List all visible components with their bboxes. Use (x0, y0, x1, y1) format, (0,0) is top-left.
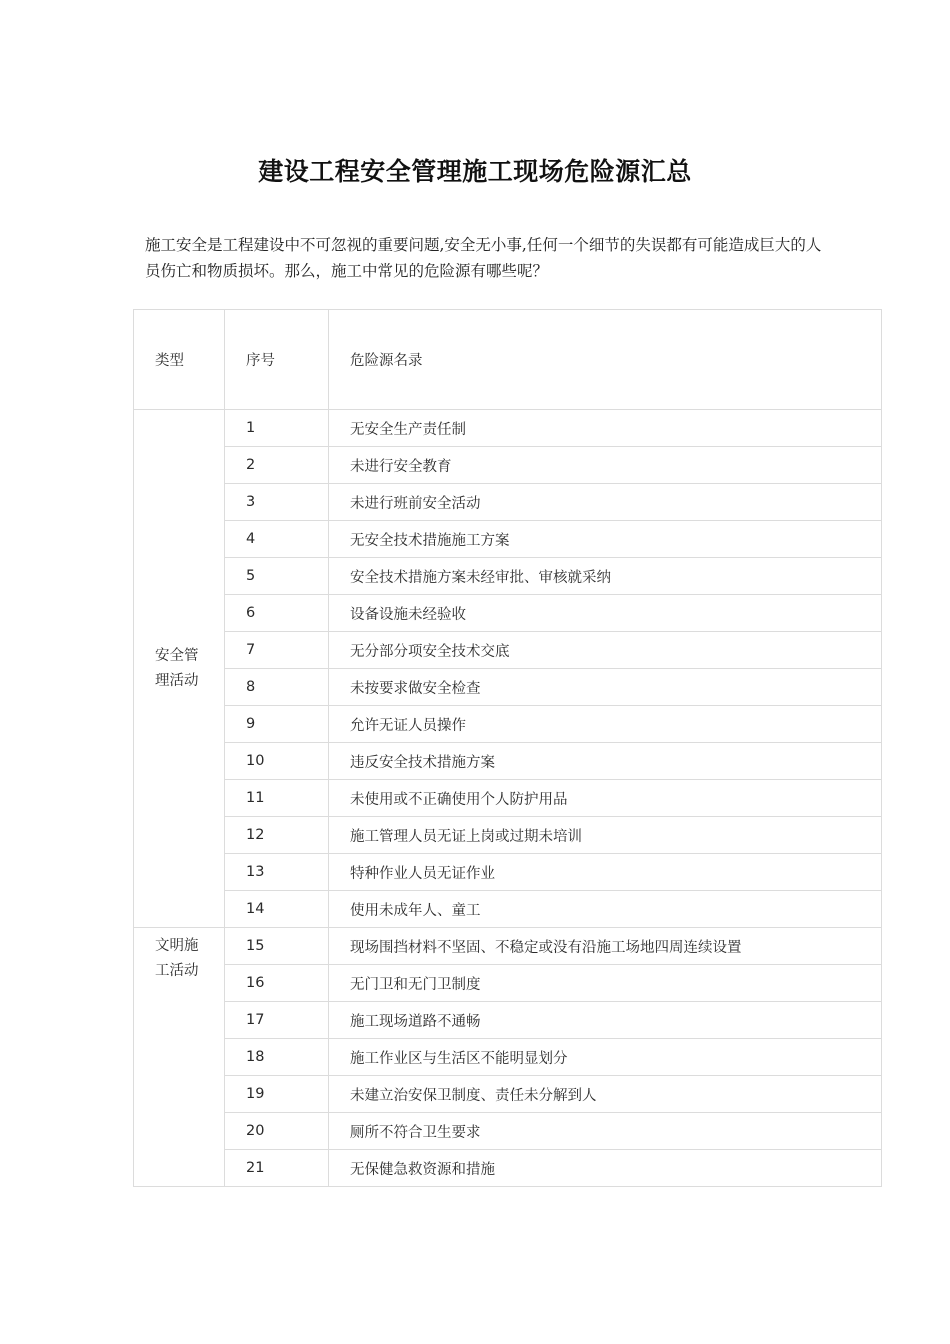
row-number: 19 (225, 1076, 329, 1113)
row-number: 17 (225, 1002, 329, 1039)
row-number: 8 (225, 669, 329, 706)
row-number: 13 (225, 854, 329, 891)
row-number: 7 (225, 632, 329, 669)
row-number: 3 (225, 484, 329, 521)
header-type: 类型 (134, 310, 225, 410)
row-hazard: 未进行安全教育 (329, 447, 882, 484)
table-row (134, 410, 882, 447)
row-hazard: 未建立治安保卫制度、责任未分解到人 (329, 1076, 882, 1113)
row-number: 21 (225, 1150, 329, 1187)
table-row (134, 595, 882, 632)
row-hazard: 施工管理人员无证上岗或过期未培训 (329, 817, 882, 854)
table-row (134, 965, 882, 1002)
row-hazard: 未进行班前安全活动 (329, 484, 882, 521)
table-row (134, 1076, 882, 1113)
row-number: 10 (225, 743, 329, 780)
row-number: 11 (225, 780, 329, 817)
row-hazard: 允许无证人员操作 (329, 706, 882, 743)
row-hazard: 设备设施未经验收 (329, 595, 882, 632)
row-hazard: 无安全技术措施施工方案 (329, 521, 882, 558)
table-row (134, 484, 882, 521)
table-row (134, 447, 882, 484)
table-row (134, 521, 882, 558)
table-header-row (134, 310, 882, 410)
table-body (134, 410, 882, 1187)
row-number: 18 (225, 1039, 329, 1076)
table-row (134, 1002, 882, 1039)
row-hazard: 施工现场道路不通畅 (329, 1002, 882, 1039)
row-hazard: 现场围挡材料不坚固、不稳定或没有沿施工场地四周连续设置 (329, 928, 882, 965)
row-hazard: 使用未成年人、童工 (329, 891, 882, 928)
row-hazard: 未使用或不正确使用个人防护用品 (329, 780, 882, 817)
row-hazard: 无安全生产责任制 (329, 410, 882, 447)
category-cell: 安全管理活动 (134, 410, 225, 928)
row-hazard: 无保健急救资源和措施 (329, 1150, 882, 1187)
document-title: 建设工程安全管理施工现场危险源汇总 (258, 157, 692, 186)
row-number: 16 (225, 965, 329, 1002)
hazard-table (133, 309, 882, 1187)
table-row (134, 632, 882, 669)
table-row (134, 891, 882, 928)
row-hazard: 安全技术措施方案未经审批、审核就采纳 (329, 558, 882, 595)
row-number: 20 (225, 1113, 329, 1150)
table-row (134, 780, 882, 817)
row-hazard: 无分部分项安全技术交底 (329, 632, 882, 669)
row-number: 12 (225, 817, 329, 854)
table-row (134, 928, 882, 965)
row-number: 9 (225, 706, 329, 743)
row-hazard: 特种作业人员无证作业 (329, 854, 882, 891)
row-hazard: 无门卫和无门卫制度 (329, 965, 882, 1002)
row-number: 15 (225, 928, 329, 965)
table-row (134, 1150, 882, 1187)
row-number: 1 (225, 410, 329, 447)
table-row (134, 743, 882, 780)
table-row (134, 558, 882, 595)
row-hazard: 未按要求做安全检查 (329, 669, 882, 706)
intro-paragraph: 施工安全是工程建设中不可忽视的重要问题,安全无小事,任何一个细节的失误都有可能造成巨大的人员伤亡和物质损坏。那么，施工中常见的危险源有哪些呢？ (145, 236, 822, 280)
row-number: 2 (225, 447, 329, 484)
row-hazard: 厕所不符合卫生要求 (329, 1113, 882, 1150)
table-row (134, 1039, 882, 1076)
table-row (134, 706, 882, 743)
table-row (134, 1113, 882, 1150)
header-hazard: 危险源名录 (329, 310, 882, 410)
table-row (134, 669, 882, 706)
row-number: 6 (225, 595, 329, 632)
table-row (134, 817, 882, 854)
row-number: 5 (225, 558, 329, 595)
row-number: 4 (225, 521, 329, 558)
row-hazard: 施工作业区与生活区不能明显划分 (329, 1039, 882, 1076)
category-cell: 文明施工活动 (134, 928, 225, 1187)
table-row (134, 854, 882, 891)
header-number: 序号 (225, 310, 329, 410)
row-hazard: 违反安全技术措施方案 (329, 743, 882, 780)
row-number: 14 (225, 891, 329, 928)
